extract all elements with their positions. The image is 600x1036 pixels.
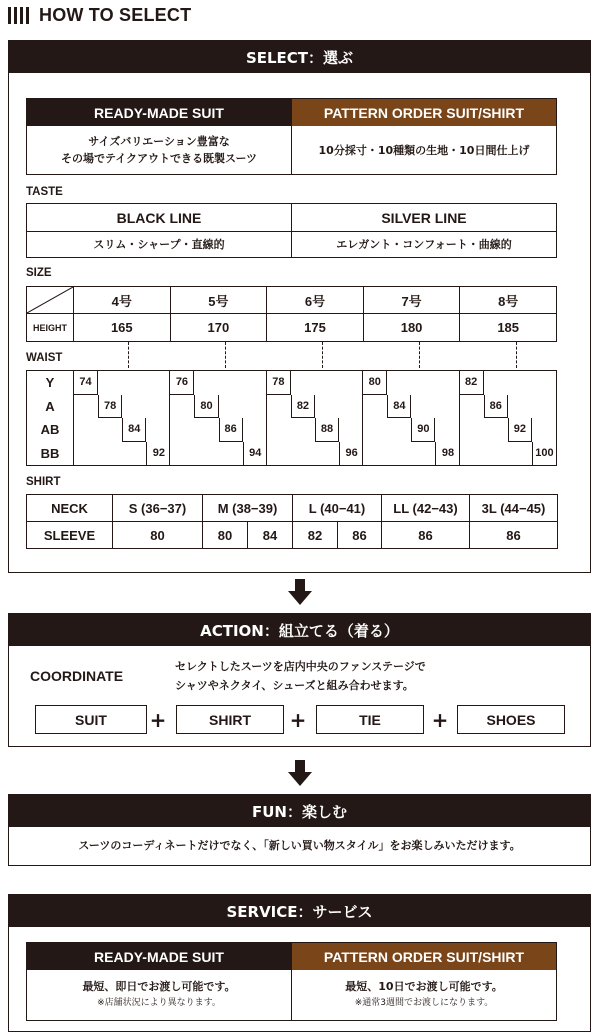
height-185: 185 xyxy=(460,314,557,342)
bars-icon xyxy=(8,7,29,24)
service-pattern-order-detail xyxy=(291,970,556,1020)
waist-value: 74 xyxy=(74,371,98,395)
connector-line xyxy=(516,342,517,368)
waist-value: 80 xyxy=(363,371,387,395)
waist-value: 78 xyxy=(267,371,291,395)
waist-value: 78 xyxy=(98,395,122,419)
down-arrow-icon xyxy=(288,760,312,786)
coordinate-text-line-1: セレクトしたスーツを店内中央のファンステージで xyxy=(175,660,426,673)
taste-label: TASTE xyxy=(26,186,63,198)
waist-group xyxy=(460,371,556,465)
fun-section xyxy=(8,794,591,866)
ready-made-description xyxy=(27,126,291,174)
suit-type-box xyxy=(26,98,557,175)
service-ready-text: 最短、即日でお渡し可能です。 xyxy=(82,980,236,993)
pattern-order-description: 10分採寸・10種類の生地・10日間仕上げ xyxy=(291,126,556,174)
waist-value: 80 xyxy=(194,395,218,419)
waist-value: 88 xyxy=(315,418,339,442)
sleeve-m-2: 84 xyxy=(248,522,293,549)
waist-label: WAIST xyxy=(26,352,63,364)
waist-value: 92 xyxy=(146,442,170,466)
waist-table xyxy=(26,370,557,466)
shirt-item: SHIRT xyxy=(176,705,284,734)
height-170: 170 xyxy=(170,314,267,342)
coordinate-title: COORDINATE xyxy=(30,668,124,684)
page-title: HOW TO SELECT xyxy=(39,4,192,25)
sleeve-3l: 86 xyxy=(470,522,558,549)
sleeve-l-2: 86 xyxy=(338,522,382,549)
pattern-order-header: PATTERN ORDER SUIT/SHIRT xyxy=(291,99,556,126)
waist-value: 82 xyxy=(460,371,484,395)
size-label: SIZE xyxy=(26,267,52,279)
service-pattern-order-header: PATTERN ORDER SUIT/SHIRT xyxy=(291,943,556,970)
plus-icon: + xyxy=(149,707,167,732)
ready-desc-line-2: その場でテイクアウトできる既製スーツ xyxy=(60,152,258,165)
sleeve-m-1: 80 xyxy=(203,522,248,549)
coordinate-text-line-2: シャツやネクタイ、シューズと組み合わせます。 xyxy=(175,679,414,692)
waist-value: 86 xyxy=(484,395,508,419)
down-arrow-icon xyxy=(288,579,312,605)
ready-made-header: READY-MADE SUIT xyxy=(27,99,291,126)
coordinate-text xyxy=(175,657,426,695)
waist-row-labels xyxy=(27,371,74,465)
sleeve-s: 80 xyxy=(113,522,203,549)
waist-value: 84 xyxy=(122,418,146,442)
plus-icon: + xyxy=(289,707,307,732)
neck-label: NECK xyxy=(27,495,113,522)
service-pattern-note: ※通常3週間でお渡しになります。 xyxy=(354,998,494,1008)
waist-value: 94 xyxy=(243,442,267,466)
waist-value: 86 xyxy=(219,418,243,442)
connector-line xyxy=(225,342,226,368)
connector-line xyxy=(322,342,323,368)
size-4: 4号 xyxy=(74,287,171,314)
taste-box xyxy=(26,203,557,258)
height-180: 180 xyxy=(363,314,460,342)
waist-value: 82 xyxy=(291,395,315,419)
shoes-item: SHOES xyxy=(457,705,565,734)
height-165: 165 xyxy=(74,314,171,342)
neck-3l: 3L (44−45) xyxy=(470,495,558,522)
black-line-description: スリム・シャープ・直線的 xyxy=(93,238,225,251)
waist-row-ab: AB xyxy=(40,422,60,438)
silver-line-description: エレガント・コンフォート・曲線的 xyxy=(291,232,556,257)
size-6: 6号 xyxy=(267,287,364,314)
waist-group xyxy=(267,371,363,465)
select-header: SELECT：選ぶ xyxy=(9,41,590,73)
service-ready-note: ※店舗状況により異なります。 xyxy=(97,998,221,1008)
page-heading xyxy=(8,2,191,28)
waist-row-y: Y xyxy=(45,375,55,391)
silver-line-title: SILVER LINE xyxy=(291,204,556,231)
waist-value: 100 xyxy=(532,442,556,466)
corner-cell xyxy=(27,287,74,314)
shirt-label: SHIRT xyxy=(26,476,61,488)
waist-group xyxy=(170,371,266,465)
waist-group xyxy=(363,371,459,465)
neck-ll: LL (42−43) xyxy=(382,495,470,522)
fun-header: FUN：楽しむ xyxy=(9,795,590,827)
diagonal-slash-icon xyxy=(27,287,73,313)
service-box xyxy=(26,942,557,1021)
black-line-title: BLACK LINE xyxy=(116,209,202,226)
size-table xyxy=(26,286,557,342)
service-ready-made-header: READY-MADE SUIT xyxy=(27,943,291,970)
action-header: ACTION：組立てる（着る） xyxy=(9,614,590,646)
sleeve-l-1: 82 xyxy=(293,522,338,549)
service-ready-made-detail xyxy=(27,970,291,1020)
ready-desc-line-1: サイズバリエーション豊富な xyxy=(88,135,230,148)
waist-row-bb: BB xyxy=(40,445,60,461)
waist-row-a: A xyxy=(45,398,55,414)
sleeve-ll: 86 xyxy=(382,522,470,549)
waist-value: 76 xyxy=(170,371,194,395)
size-7: 7号 xyxy=(363,287,460,314)
service-header: SERVICE：サービス xyxy=(9,895,590,927)
waist-value: 98 xyxy=(435,442,459,466)
size-8: 8号 xyxy=(460,287,557,314)
waist-value: 96 xyxy=(339,442,363,466)
shirt-table xyxy=(26,494,558,549)
neck-s: S (36−37) xyxy=(113,495,203,522)
waist-group xyxy=(74,371,170,465)
waist-value: 84 xyxy=(387,395,411,419)
service-pattern-text: 最短、10日でお渡し可能です。 xyxy=(345,980,503,993)
waist-value: 92 xyxy=(508,418,532,442)
plus-icon: + xyxy=(431,707,449,732)
connector-line xyxy=(419,342,420,368)
waist-value: 90 xyxy=(411,418,435,442)
neck-l: L (40−41) xyxy=(293,495,382,522)
fun-text: スーツのコーディネートだけでなく、「新しい買い物スタイル」をお楽しみいただけます。 xyxy=(78,839,521,852)
tie-item: TIE xyxy=(316,705,424,734)
height-label: HEIGHT xyxy=(27,314,74,342)
suit-item: SUIT xyxy=(35,705,147,734)
neck-m: M (38−39) xyxy=(203,495,293,522)
size-5: 5号 xyxy=(170,287,267,314)
connector-line xyxy=(128,342,129,368)
height-175: 175 xyxy=(267,314,364,342)
sleeve-label: SLEEVE xyxy=(27,522,113,549)
